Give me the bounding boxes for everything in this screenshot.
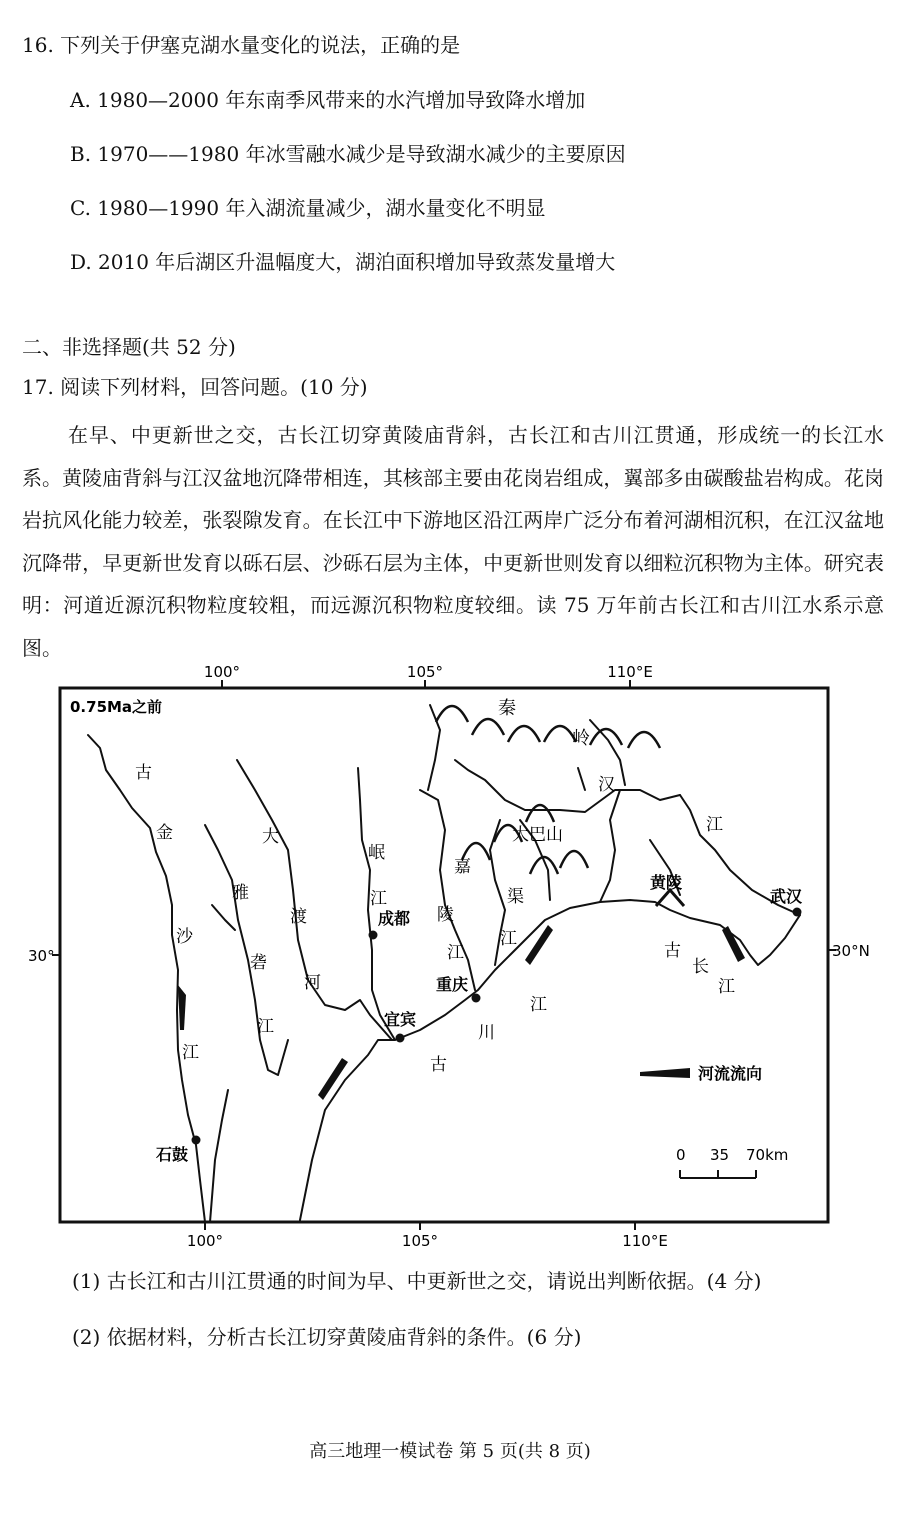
scale-bar xyxy=(680,1170,756,1178)
legend-label: 河流流向 xyxy=(698,1064,763,1083)
river-label-qu-1: 渠 xyxy=(507,887,524,907)
river-label-dadu-3: 河 xyxy=(304,973,321,993)
river-label-changjiang-1: 古 xyxy=(664,941,681,961)
river-label-chuan-2: 川 xyxy=(478,1023,495,1043)
question-17-sub-2: (2) 依据材料，分析古长江切穿黄陵庙背斜的条件。(6 分) xyxy=(72,1325,582,1349)
river-label-han-1: 汉 xyxy=(598,775,615,795)
question-17-sub-1: (1) 古长江和古川江贯通的时间为早、中更新世之交，请说出判断依据。(4 分) xyxy=(72,1269,762,1293)
lon-label-top-105: 105° xyxy=(406,663,444,681)
map-period-label: 0.75Ma之前 xyxy=(70,698,163,716)
lat-label-right: 30°N xyxy=(832,942,870,960)
mountain-label-qin: 秦 xyxy=(498,698,516,719)
river-label-yalong-1: 雅 xyxy=(232,883,249,903)
question-16-stem: 16. 下列关于伊塞克湖水量变化的说法，正确的是 xyxy=(22,33,461,57)
question-16-option-c: C. 1980—1990 年入湖流量减少，湖水量变化不明显 xyxy=(70,196,546,220)
river-label-chuan-1: 古 xyxy=(430,1055,447,1075)
river-label-chuan-3: 江 xyxy=(530,995,547,1015)
city-yibin: 宜宾 xyxy=(384,1010,417,1029)
river-label-min-2: 江 xyxy=(370,889,387,909)
lon-label-top-100: 100° xyxy=(203,663,241,681)
river-label-dadu-1: 大 xyxy=(262,827,279,847)
question-16-option-d: D. 2010 年后湖区升温幅度大，湖泊面积增加导致蒸发量增大 xyxy=(70,250,616,274)
question-17-stem: 17. 阅读下列材料，回答问题。(10 分) xyxy=(22,375,368,399)
river-system-map xyxy=(0,652,900,1252)
city-wuhan: 武汉 xyxy=(770,887,803,906)
scale-label-0: 0 xyxy=(676,1146,686,1164)
lon-label-bottom-100: 100° xyxy=(186,1232,224,1250)
river-label-qu-2: 江 xyxy=(500,929,517,949)
city-chengdu: 成都 xyxy=(378,909,411,928)
lon-label-bottom-105: 105° xyxy=(401,1232,439,1250)
section-heading: 二、非选择题(共 52 分) xyxy=(22,335,236,359)
city-shigu: 石鼓 xyxy=(156,1145,189,1164)
river-label-changjiang-2: 长 xyxy=(692,957,709,977)
river-label-jinsha-3: 沙 xyxy=(176,927,193,947)
mountain-label-dabashan: 大巴山 xyxy=(512,825,563,845)
river-label-yalong-2: 砻 xyxy=(250,953,267,973)
city-points xyxy=(192,908,802,1145)
river-label-changjiang-3: 江 xyxy=(718,977,735,997)
mountain-label-ling: 岭 xyxy=(572,728,590,749)
scale-label-70: 70km xyxy=(746,1146,789,1164)
river-label-min-1: 岷 xyxy=(368,843,385,863)
lat-label-left: 30° xyxy=(28,947,55,965)
question-16-option-b: B. 1970——1980 年冰雪融水减少是导致湖水减少的主要原因 xyxy=(70,142,626,166)
lon-label-top-110: 110°E xyxy=(607,663,653,681)
city-huangling: 黄陵 xyxy=(650,873,683,892)
scale-label-35: 35 xyxy=(710,1146,730,1164)
river-label-jialing-3: 江 xyxy=(447,943,464,963)
city-chongqing: 重庆 xyxy=(436,975,469,994)
lon-label-bottom-110: 110°E xyxy=(622,1232,668,1250)
river-label-jialing-1: 嘉 xyxy=(454,857,471,877)
river-label-jinsha-1: 古 xyxy=(135,763,152,783)
question-17-material: 在早、中更新世之交，古长江切穿黄陵庙背斜，古长江和古川江贯通，形成统一的长江水系。黄陵庙背斜与江汉盆地沉降带相连，其核部主要由花岗岩组成，翼部多由碳酸盐岩构成。花岗岩抗风化能力较差，张裂隙发育。在长江中下游地区沿江两岸广泛分布着河湖相沉积，在江汉盆地沉降带，早更新世发育以砾石层、沙砾石层为主体，中更新世则发育以细粒沉积物为主体。研究表明：河道近源沉积物粒度较粗，而远源沉积物粒度较细。读 75 万年前古长江和古川江水系示意图。 xyxy=(22,423,884,660)
river-label-jinsha-4: 江 xyxy=(182,1043,199,1063)
river-label-han-2: 江 xyxy=(706,815,723,835)
page-footer: 高三地理一模试卷 第 5 页(共 8 页) xyxy=(309,1441,591,1462)
river-label-jinsha-2: 金 xyxy=(156,823,173,843)
river-label-jialing-2: 陵 xyxy=(437,905,454,925)
river-label-yalong-3: 江 xyxy=(257,1017,274,1037)
question-16-option-a: A. 1980—2000 年东南季风带来的水汽增加导致降水增加 xyxy=(70,88,586,112)
river-label-dadu-2: 渡 xyxy=(290,907,307,927)
